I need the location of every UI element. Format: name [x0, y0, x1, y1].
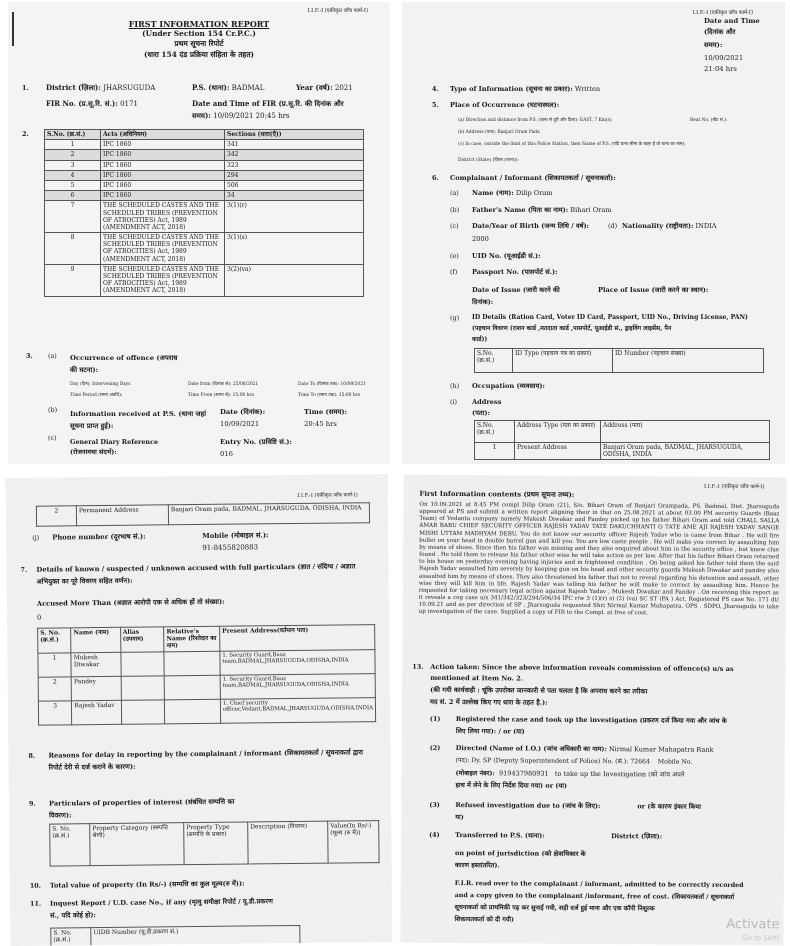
accused-table [37, 624, 376, 725]
beat-label: Beat No. (बीट सं.): [690, 118, 728, 123]
occurrence-label-2: की घटना): [70, 366, 99, 374]
gd-label-2: (रोजनामचा संदर्भ): [70, 448, 117, 456]
address-table [474, 420, 770, 460]
date-to: Date To (दिनांक तक): 10/09/2021 [298, 382, 366, 387]
sub-item: (c) [48, 434, 57, 442]
item-number: 9. [28, 799, 36, 808]
occurrence-day: Day (दिन): Intervening Days [70, 382, 131, 387]
report-title-hindi: प्रथम सूचना रिपोर्ट [174, 39, 224, 48]
acts-row: 7 THE SCHEDULED CASTES AND THE SCHEDULED TRIBES (PREVENTION OF ATROCITIES) Act, 1989 (AMENDMENT ACT, 2018) 3(1)(r) [45, 201, 364, 233]
report-subtitle: (Under Section 154 Cr.P.C.) [142, 29, 256, 38]
fir-read-1: F.I.R. read over to the complainant / informant, admitted to be correctly recorded [454, 880, 744, 890]
property-label: Particulars of properties of interest (संबंधित सम्पत्ति का [48, 797, 235, 808]
nationality-field: Nationality (राष्ट्रीयता): INDIA [622, 222, 717, 230]
fir-read-4: शिकायतकर्ता को दी गयी) [454, 916, 515, 924]
dt-label: Date and Time [704, 17, 760, 25]
id-label-3: कार्ड)) [472, 336, 488, 343]
contents-text: On 10.09.2021 at 8.45 PM compl Dilip Oram (21), S/o. Bihari Oram of Banjari Orampada, PS. Badmal, Dist. Jharsuguda appeared at PS and submit a written report aligning their in that on 25.08.2021 at about 03.00 PM security Guards (Baaz Team) of Vedanta company namely Mukesh Diwakar and Pandey picked up his father Bihari Oram and told CHALL SALLA AMAR BABU CHIEF SECURITY OFFICER RAJESH YADAV TATE DAKUCHHANTI O TATE AME AJI RAJESH YADAV SANGE MISHI UTTAM MADHYAM DEBU. You do not know our security officer Rajesh Yadav who is came from Bihar . He will fire bullet on your head in double barrel gun and kill you. You are low caste people . He will make you correct by assaulting him by means of shoes. Since then his father was missing and they also enquired about him in the security office , but knew clue found . He told them to release his father other wise he will take action as per law. After that his father Bihari Oram returned to his house on yesterday evening having injuries and in frightened condition . On being asked his father told them the said Rajesh Yadav assaulted him severely by keeping gun on his head and other security guards Mukesh Diwakar and pandey also assaulted him by means of shoes. They also threatened his father that not to reveal regarding his detention and assault, other wise they will kill him in life. Rajesh Yadav was telling his father he will make to correct by assaulting him. Hence he requested for taking necessary legal action against Rajesh Yadav , Mukesh Diwakar and Pandey . On receiving this report as it reveals a cog case u/s 341/342/323/294/506/34 IPC r/w 3 (1)(r) s) (2) (va) SC ST (PA ) Act. Registered PS case No. 171 dt/ 10.09.21 and as per direction of SP , Jharsuguda requested Shri Nirmal Kumar Mahapatra, OPS , SDPO, Jharsuguda to take up investigation of the case. Supplied a copy of FIR to the Compl. at free of cost. [418, 501, 780, 617]
col-acts: Acts (अधिनियम) [101, 130, 225, 140]
item-number: 10. [29, 881, 41, 890]
col-sections: Sections (धारा(एँ)) [225, 130, 364, 140]
acts-row: 3 IPC 1860 323 [45, 160, 364, 170]
info-received-label: Information received at P.S. (थाना जहां [70, 410, 206, 418]
sub-item: (d) [608, 222, 618, 230]
settings-watermark: Go to Setti [742, 934, 780, 943]
transferred-label: Transferred to P.S. (थाना): [455, 831, 545, 840]
accused-more-value: 0 [36, 613, 42, 622]
sub-item: (e) [450, 252, 459, 260]
id-label-2: (पहचान विवरण (राशन कार्ड ,मतदाता कार्ड ,पासपोर्ट, यूआईडी सं., ड्राइविंग लाइसेंस, पैन [472, 325, 672, 332]
type-of-info: Type of Information (सूचना का प्रकार): Written [450, 85, 601, 93]
address-row: 1 Present Address Banjari Oram pada, BADMAL, JHARSUGUDA, ODISHA, INDIA [475, 443, 770, 460]
father-value: Bihari Oram [570, 206, 612, 214]
fir-page-3 [6, 474, 393, 946]
io-line: Directed (Name of I.O.) (जांच अधिकारी का नाम): Nirmal Kumar Mahapatra Rank [455, 744, 714, 754]
mobile-label: Mobile (मोबाइल सं.): [202, 531, 269, 540]
rank-label: Rank [696, 745, 714, 754]
property-table [49, 820, 379, 866]
father-field: Father's Name (पिता का नाम): Bihari Oram [472, 206, 612, 214]
info-received-label-2: सूचना प्राप्त हुई): [70, 422, 114, 430]
dt-value-time: 21:04 hrs [704, 65, 737, 73]
permanent-address-table [36, 502, 370, 526]
contents-label: First Information contents (प्रथम सूचना तथ्य): [419, 489, 575, 499]
phone-label: Phone number (दूरभाष सं.): [52, 532, 146, 542]
district-state: District (State) (ज़िला (राज्य)): [458, 158, 519, 163]
fir-no-label: FIR No. (प्र.सू.रि. सं.): 0171 [46, 99, 138, 108]
dob-value: 2000 [472, 235, 489, 243]
accused-header-row: S. No. (क्र.सं.) Name (नाम) Alias (उपनाम) Relative's Name (रिश्तेदार का नाम) Present Address(वर्तमान पता) [38, 625, 375, 653]
sub-item: (j) [32, 533, 40, 542]
acts-header-row [45, 130, 364, 140]
fir-read-2: and a copy given to the complainant /informant, free of cost. (शिकायतकर्ता / सूचनाकर्ता [454, 892, 735, 901]
rank-line: (पद): Dy. SP (Deputy Superintendent of Police) No. (सं.): 72664 Mobile No. [455, 757, 693, 766]
sub-item: (a) [450, 189, 459, 197]
action-label-2: mentioned at Item No. 2. [430, 673, 524, 683]
sub-item: (b) [48, 406, 58, 414]
refused-label-3: या) [455, 813, 464, 822]
registered-text: Registered the case and took up the investigation (प्रकरण दर्ज किया गया और जांच के [455, 715, 727, 725]
time-label: Time (समय): [304, 408, 348, 416]
item-number: 7. [20, 565, 28, 574]
report-title: FIRST INFORMATION REPORT [128, 19, 270, 29]
sub-item: (3) [429, 800, 440, 809]
fir-page-4 [400, 475, 786, 946]
occupation-label: Occupation (व्यवसाय): [472, 382, 545, 390]
delay-label-2: रिपोर्ट देरी से दर्ज कराने के कारण): [48, 762, 136, 772]
refused-label: Refused investigation due to (जांच के लिए): [455, 801, 601, 811]
id-table [474, 348, 764, 373]
doi-label-2: दिनांक): [472, 298, 494, 306]
acts-table [44, 129, 364, 297]
address-label: Address [472, 398, 502, 406]
time-period: Time Period (समय अवधि): [70, 393, 123, 398]
action-label-4: मद सं. 2 में उल्लेख किए गए धारा के तहत है.): [430, 697, 548, 707]
district-value: JHARSUGUDA [103, 84, 156, 92]
report-subtitle-hindi: (धारा 154 दंड प्रक्रिया संहिता के तहत) [143, 50, 255, 59]
acts-row: 4 IPC 1860 294 [45, 170, 364, 180]
mobile-value: 919437980931 [499, 769, 549, 778]
entry-label: Entry No. (प्रविष्टि सं.): [220, 438, 292, 446]
dt-label-2: (दिनांक और [704, 28, 736, 36]
item-number: 11. [29, 899, 42, 908]
fir-datetime-value: 10/09/2021 20:45 hrs [213, 112, 290, 120]
item-number: 2. [22, 130, 29, 138]
delay-label: Reasons for delay in reporting by the complainant / informant (शिकायतकर्ता / सूचनाकर्ता द्वारा [48, 748, 364, 760]
name-field: Name (नाम): Dilip Oram [472, 189, 553, 197]
accused-label: Details of known / suspected / unknown accused with full particulars (ज्ञात / संदिग्ध / अज्ञात [36, 562, 356, 574]
item-number: 6. [432, 174, 439, 182]
place-label: Place of Occurrence (घटनास्थल): [450, 101, 560, 109]
property-label-2: विवरण): [49, 811, 72, 820]
form-id: I.I.F.-I (एकीकृत जाँच फार्म-I) [692, 10, 753, 16]
item-number: 13. [412, 662, 424, 671]
acts-row: 8 THE SCHEDULED CASTES AND THE SCHEDULED TRIBES (PREVENTION OF ATROCITIES) Act, 1989 (AMENDMENT ACT, 2018) 3(1)(s) [45, 233, 364, 265]
mobile-value: 91-8455820883 [202, 543, 259, 552]
place-address: (b) Address (पता): Banjari Oram Pada [458, 130, 540, 135]
accused-row: 1 Mukesh Diwakar 1. Security Guard,Baaz team,BADMAL,JHARSUGUDA,ODISHA,INDIA [38, 649, 375, 677]
poi-label: Place of Issue (जारी करने का स्थान): [598, 286, 709, 294]
district-label: District (ज़िला): JHARSUGUDA [46, 83, 156, 92]
time-value: 20:45 hrs [304, 420, 337, 428]
time-to: Time To (समय तक): 15:00 hrs [298, 393, 361, 398]
place-direction: (a) Direction and distance from P.S. (थाना से दूरी और दिशा): EAST, 7 Km(s) [458, 118, 612, 123]
accused-label-2: अभियुक्त का पूरे विवरण सहित वर्णन): [36, 576, 133, 586]
accused-row: 2 Pandey 1. Security Guard,Baaz team,BADMAL,JHARSUGUDA,ODISHA,INDIA [38, 673, 375, 701]
rank-no: 72664 [630, 758, 650, 766]
total-value-label: Total value of property (In Rs/-) (सम्पत्ति का कुल मूल्य(रु में)): [49, 879, 245, 890]
uidb-header-row: S. No. (क्र.सं.) UIDB Number (यू.डी.प्रकरण सं.) [51, 925, 300, 946]
mobile-line: (मोबाइल नंबर): 919437980931 to take up the Investigation (को जांच अपने [455, 769, 685, 779]
complainant-label: Complainant / Informant (शिकायतकर्ता / सूचनाकर्ता): [450, 174, 616, 182]
io-name: Nirmal Kumar Mahapatra [608, 745, 695, 754]
nationality-value: INDIA [695, 222, 717, 230]
take-up-line: हाथ में लेने के लिए निर्देश दिया गया) or (या) [455, 781, 568, 790]
dt-value-date: 10/09/2021 [704, 54, 744, 62]
acts-row: 2 IPC 1860 342 [45, 150, 364, 160]
sub-item: (h) [450, 382, 460, 390]
item-number: 4. [432, 85, 439, 93]
fir-datetime: समय): 10/09/2021 20:45 hrs [192, 111, 290, 120]
acts-row: 6 IPC 1860 34 [45, 191, 364, 201]
item-number: 8. [28, 751, 36, 760]
place-outside: (c) In case, outside the limit of this Police Station, then Name of P.S. (यदि थाना सीमा के बाहर है तो थाना का नाम): [458, 142, 686, 147]
registered-text-2: लिए लिया गया): / or (या) [455, 727, 525, 736]
jurisdiction-label: on point of jurisdiction (को क्षेत्राधिकार के [454, 849, 586, 858]
year-value: 2021 [334, 84, 353, 92]
inquest-label: Inquest Report / U.D. case No., if any (मृत्यु समीक्षा रिपोर्ट / यू.डी.प्रकरण [49, 897, 273, 908]
gd-label: General Diary Reference [70, 438, 159, 446]
acts-row: 1 IPC 1860 341 [45, 140, 364, 150]
accused-more-label: Accused More Than (अज्ञात आरोपी एक से अधिक हों तो संख्या): [36, 597, 225, 608]
year-label: Year (वर्ष): 2021 [296, 83, 353, 92]
sub-item: (4) [429, 830, 440, 839]
acts-row: 9 THE SCHEDULED CASTES AND THE SCHEDULED TRIBES (PREVENTION OF ATROCITIES) Act, 1989 (AMENDMENT ACT, 2018) 3(2)(va) [45, 264, 364, 296]
sub-item: (b) [450, 206, 460, 214]
address-label-2: (पता): [472, 409, 490, 417]
date-value: 10/09/2021 [220, 420, 260, 428]
id-label: ID Details (Ration Card, Voter ID Card, Passport, UID No., Driving License, PAN) [472, 314, 748, 321]
accused-row: 3 Rajesh Yadav 1. Chief security officer,Vedant,BADMAL,JHARSUGUDA,ODISHA,INDIA [38, 697, 375, 725]
action-label: Action taken: Since the above information reveals commission of offence(s) u/s as [430, 662, 734, 673]
fir-page-2 [402, 2, 785, 464]
uidb-table [50, 925, 300, 946]
sub-item: (a) [48, 352, 57, 360]
sub-item: (i) [450, 398, 458, 406]
ps-label: P.S. (थाना): BADMAL [192, 83, 265, 92]
fir-read-3: सूचनाकर्ता को प्राथमिकी पढ़ कर सुनाई गयी, सही दर्ज हुई माना और एक कॉपी निशुल्क [454, 904, 655, 913]
sub-item: (g) [450, 314, 460, 322]
date-from: Date from (दिनांक से): 25/08/2021 [188, 382, 259, 387]
item-number: 3. [26, 352, 33, 360]
doi-label: Date of Issue (जारी करने की [472, 286, 560, 294]
sub-item: (f) [450, 268, 458, 276]
dob-label: Date/Year of Birth (जन्म तिथि / वर्ष): [472, 222, 589, 230]
id-header-row: S.No. (क्र.सं.) ID Type (पहचान पत्र का प्रकार) ID Number (पहचान संख्या) [475, 349, 764, 373]
fir-datetime-label: Date and Time of FIR (प्र.सू.रि. की दिनांक और [192, 99, 344, 108]
date-label: Date (दिनांक): [220, 408, 266, 416]
ps-value: BADMAL [231, 84, 265, 92]
uid-label: UID No. (यूआईडी सं.): [472, 252, 541, 260]
sub-item: (1) [429, 714, 441, 723]
form-id: I.I.F.-I (एकीकृत जाँच फार्म-I) [704, 483, 765, 491]
fir-page-1 [8, 2, 390, 464]
time-from: Time From (समय से): 15:00 hrs [188, 393, 254, 398]
entry-value: 016 [220, 450, 233, 458]
district-label: District (ज़िला): [611, 832, 663, 841]
inquest-label-2: सं., यदि कोई हो): [50, 911, 96, 920]
dt-label-3: समय): [704, 41, 723, 49]
property-header-row: S. No. (क्र.सं.) Property Category (सम्पत्ति श्रेणी) Property Type (सम्पत्ति के प्रकार) Description (विवरण) Value(In Rs/-) (मूल्य (रु में)) [50, 821, 379, 866]
address-header-row: S.No. (क्र.सं.) Address Type (पता का प्रकार) Address (पता) [475, 421, 770, 443]
name-value: Dilip Oram [515, 189, 553, 197]
activate-watermark: Activate [726, 916, 780, 933]
address-row: 2 Permanent Address Banjari Oram pada, BADMAL, JHARSUGUDA, ODISHA, INDIA [36, 503, 369, 526]
type-of-info-value: Written [574, 85, 601, 93]
sub-item: (c) [450, 222, 459, 230]
col-sno: S.No. (क्र.सं.) [45, 130, 101, 140]
form-id: I.I.F.-I (एकीकृत जाँच फार्म-I) [307, 8, 368, 14]
form-id: I.I.F.-I (एकीकृत जाँच फार्म-I) [297, 492, 358, 499]
acts-row: 5 IPC 1860 506 [45, 180, 364, 190]
item-number: 1. [22, 84, 29, 92]
jurisdiction-label-2: कारण हस्तांतरित). [454, 861, 500, 870]
action-label-3: (की गयी कार्यवाही : चूंकि उपरोक्त जानकारी से पता चलता है कि अपराध करने का तरीका [430, 685, 648, 696]
sub-item: (2) [429, 743, 441, 752]
occurrence-label: Occurrence of offence (अपराध [70, 354, 178, 362]
passport-label: Passport No. (पासपोर्ट सं.): [472, 268, 558, 276]
fir-no-value: 0171 [120, 100, 138, 108]
item-number: 5. [432, 101, 439, 109]
refused-label-2: or (के कारण इंकार किया [637, 802, 701, 811]
